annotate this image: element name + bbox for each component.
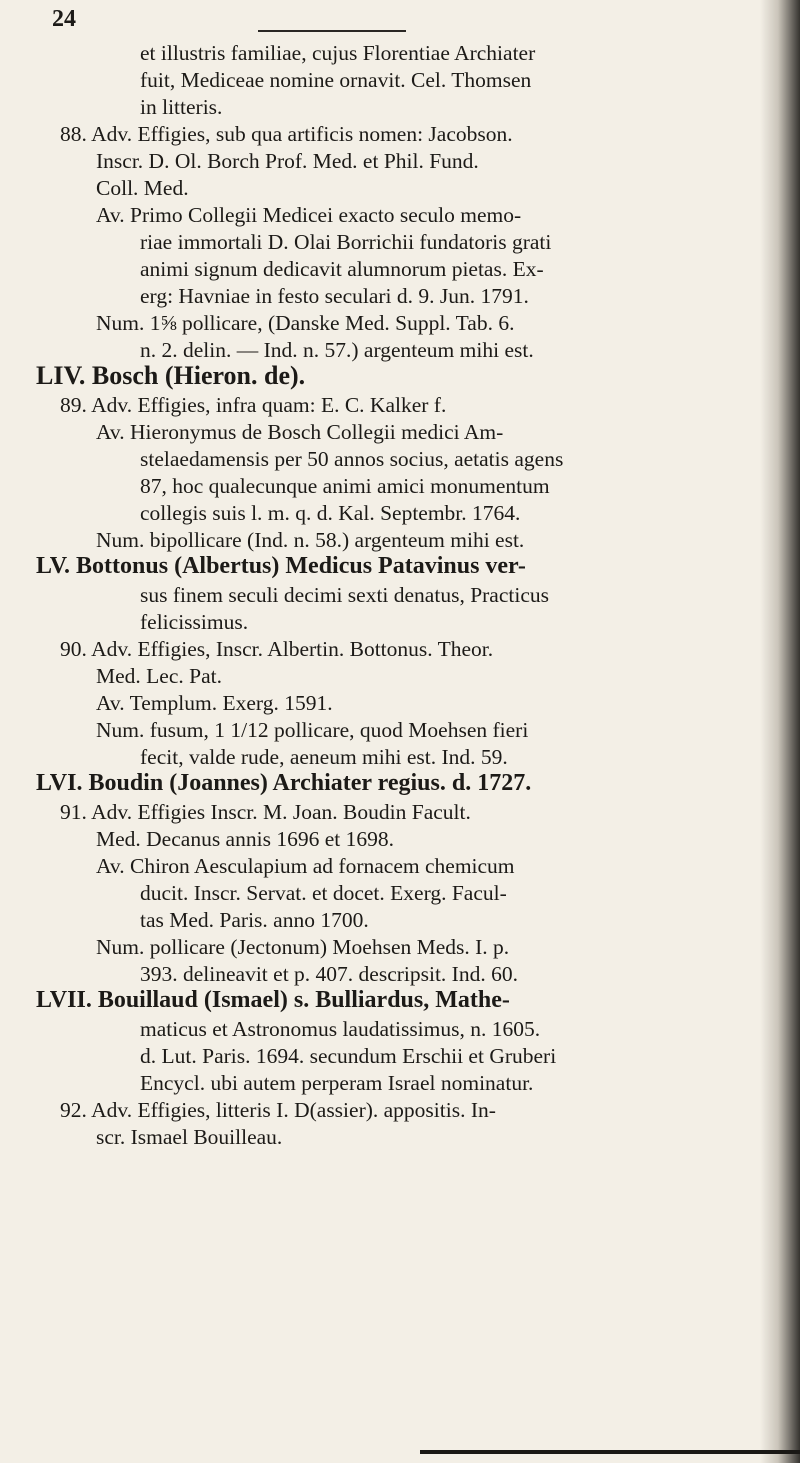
text-line: Av. Primo Collegii Medicei exacto seculo memo- xyxy=(96,203,522,227)
text-line: sus finem seculi decimi sexti denatus, Practicus xyxy=(140,583,550,607)
text-line: 89. Adv. Effigies, infra quam: E. C. Kalker f. xyxy=(60,393,447,417)
text-line: scr. Ismael Bouilleau. xyxy=(96,1125,283,1149)
text-line: Num. 1⅝ pollicare, (Danske Med. Suppl. Tab. 6. xyxy=(96,311,515,335)
text-line: in litteris. xyxy=(140,95,223,119)
text-line: Med. Decanus annis 1696 et 1698. xyxy=(96,827,394,851)
text-line: Med. Lec. Pat. xyxy=(96,664,222,688)
text-line: 393. delineavit et p. 407. descripsit. Ind. 60. xyxy=(140,962,518,986)
text-line: 92. Adv. Effigies, litteris I. D(assier). appositis. In- xyxy=(60,1098,496,1122)
text-line: Inscr. D. Ol. Borch Prof. Med. et Phil. Fund. xyxy=(96,149,479,173)
text-line: 91. Adv. Effigies Inscr. M. Joan. Boudin Facult. xyxy=(60,800,471,824)
text-line: LVI. Boudin (Joannes) Archiater regius. d. 1727. xyxy=(36,770,532,796)
text-line: LIV. Bosch (Hieron. de). xyxy=(36,361,306,390)
text-line: LV. Bottonus (Albertus) Medicus Patavinus ver- xyxy=(36,553,526,579)
text-line: erg: Havniae in festo seculari d. 9. Jun. 1791. xyxy=(140,284,529,308)
text-line: Av. Chiron Aesculapium ad fornacem chemicum xyxy=(96,854,515,878)
text-line: felicissimus. xyxy=(140,610,249,634)
header-rule xyxy=(258,30,406,32)
text-line: collegis suis l. m. q. d. Kal. Septembr. 1764. xyxy=(140,501,521,525)
text-line: riae immortali D. Olai Borrichii fundatoris grati xyxy=(140,230,552,254)
text-line: tas Med. Paris. anno 1700. xyxy=(140,908,369,932)
text-line: stelaedamensis per 50 annos socius, aetatis agens xyxy=(140,447,564,471)
text-line: 87, hoc qualecunque animi amici monumentum xyxy=(140,474,550,498)
text-line: fuit, Mediceae nomine ornavit. Cel. Thomsen xyxy=(140,68,532,92)
text-line: Encycl. ubi autem perperam Israel nominatur. xyxy=(140,1071,534,1095)
text-line: LVII. Bouillaud (Ismael) s. Bulliardus, Mathe- xyxy=(36,987,510,1013)
text-line: Num. bipollicare (Ind. n. 58.) argenteum mihi est. xyxy=(96,528,525,552)
text-line: maticus et Astronomus laudatissimus, n. 1605. xyxy=(140,1017,541,1041)
text-line: animi signum dedicavit alumnorum pietas. Ex- xyxy=(140,257,544,281)
text-line: Num. fusum, 1 1/12 pollicare, quod Moehsen fieri xyxy=(96,718,529,742)
bottom-rule xyxy=(420,1450,800,1454)
text-line: et illustris familiae, cujus Florentiae Archiater xyxy=(140,41,536,65)
text-line: Av. Hieronymus de Bosch Collegii medici Am- xyxy=(96,420,504,444)
text-line: n. 2. delin. — Ind. n. 57.) argenteum mihi est. xyxy=(140,338,534,362)
page-number: 24 xyxy=(52,6,76,32)
text-line: 88. Adv. Effigies, sub qua artificis nomen: Jacobson. xyxy=(60,122,513,146)
text-line: 90. Adv. Effigies, Inscr. Albertin. Bottonus. Theor. xyxy=(60,637,494,661)
text-line: Coll. Med. xyxy=(96,176,189,200)
text-line: Num. pollicare (Jectonum) Moehsen Meds. I. p. xyxy=(96,935,510,959)
spine-shadow xyxy=(760,0,800,1463)
text-line: ducit. Inscr. Servat. et docet. Exerg. Facul- xyxy=(140,881,507,905)
text-line: fecit, valde rude, aeneum mihi est. Ind. 59. xyxy=(140,745,508,769)
text-line: Av. Templum. Exerg. 1591. xyxy=(96,691,333,715)
text-line: d. Lut. Paris. 1694. secundum Erschii et Gruberi xyxy=(140,1044,557,1068)
